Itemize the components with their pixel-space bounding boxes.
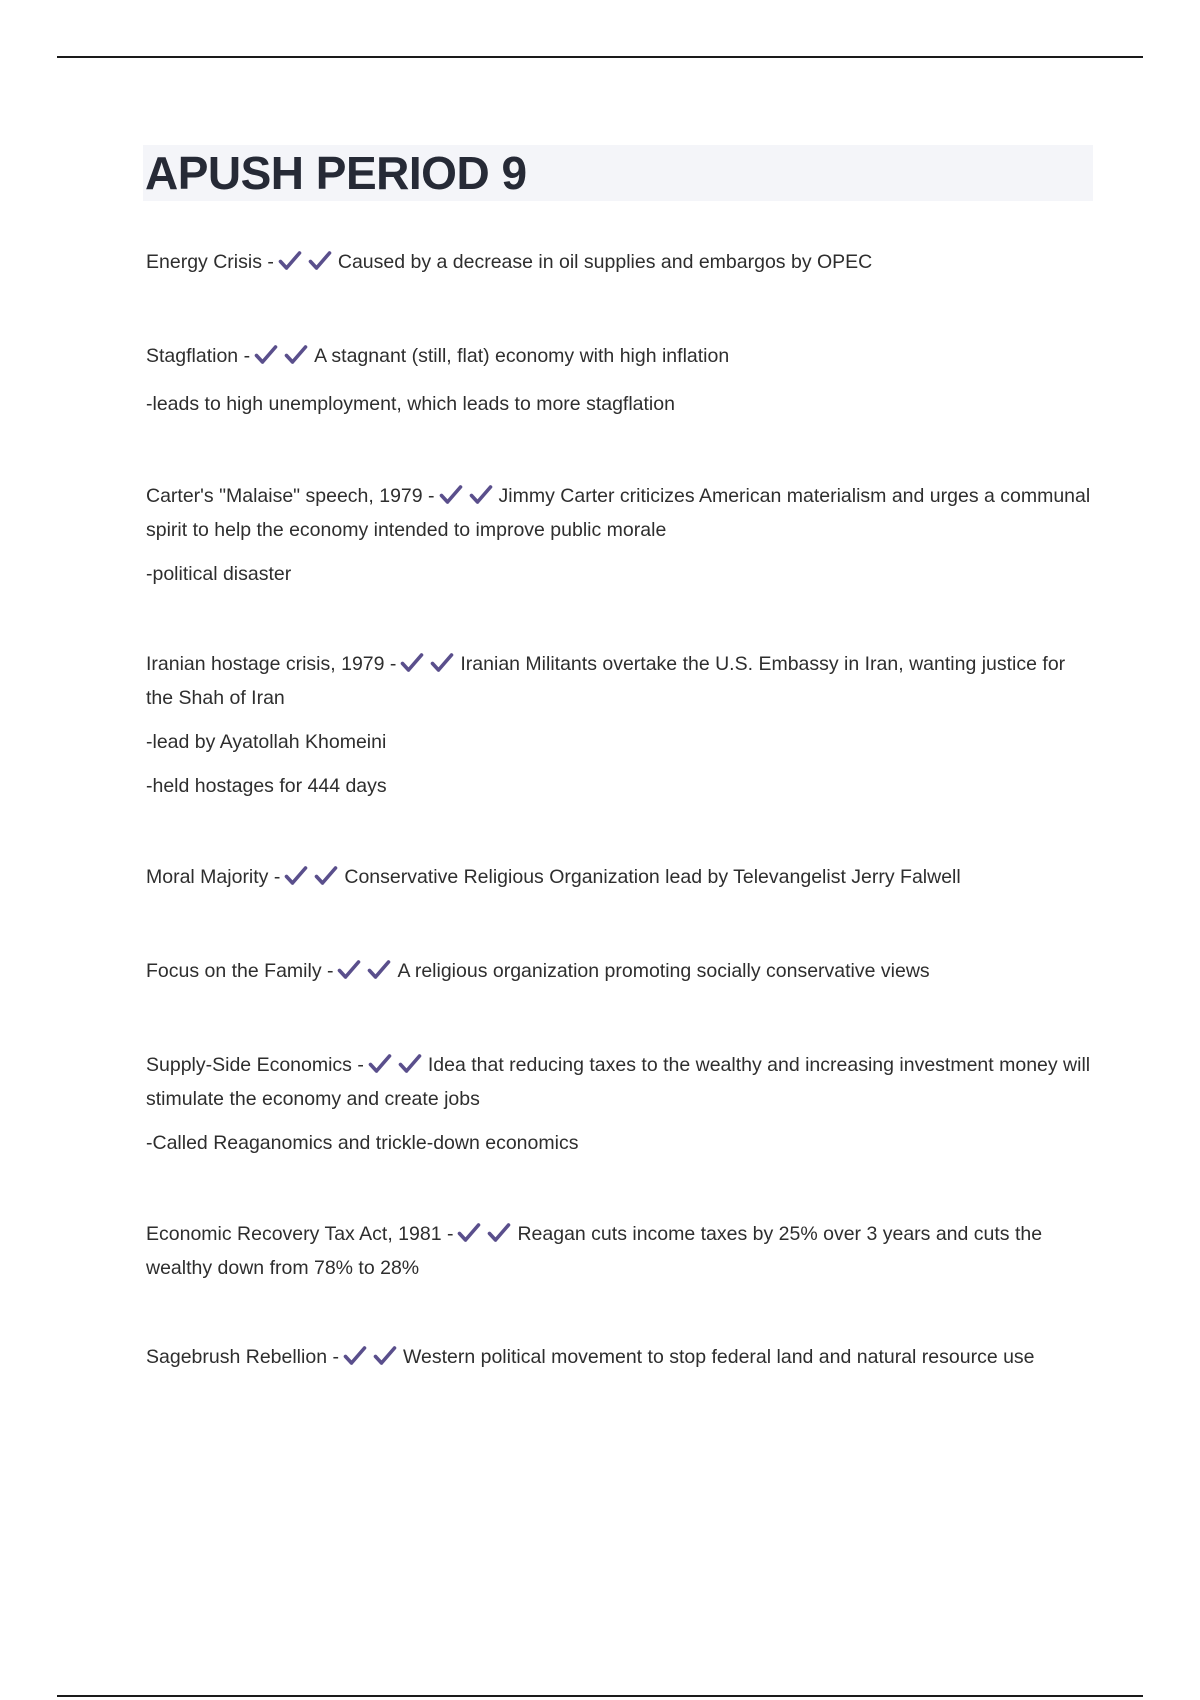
entry-term: Economic Recovery Tax Act, 1981 -	[146, 1223, 454, 1245]
top-rule	[57, 56, 1143, 58]
flashcard-entry	[146, 1342, 1096, 1376]
entry-definition: A religious organization promoting socially conservative views	[397, 960, 930, 982]
entry-line	[146, 1219, 1096, 1283]
entry-term: Focus on the Family -	[146, 960, 334, 982]
check-icon	[430, 652, 454, 674]
check-icon	[308, 250, 332, 272]
flashcard-entry	[146, 481, 1096, 589]
flashcard-entry	[146, 247, 1096, 281]
entry-definition: Iranian Militants overtake the U.S. Embassy in Iran, wanting justice for the Shah of Iran	[146, 653, 1066, 709]
entry-definition: Western political movement to stop federal land and natural resource use	[402, 1346, 1035, 1368]
check-icon	[457, 1222, 481, 1244]
check-icon	[368, 1053, 392, 1075]
bottom-rule	[57, 1695, 1143, 1697]
double-check-icon	[278, 250, 334, 281]
entry-line	[146, 956, 1096, 990]
double-check-icon	[439, 484, 495, 515]
flashcard-entry	[146, 341, 1096, 419]
entry-note: -lead by Ayatollah Khomeini	[146, 731, 387, 753]
entry-note: -political disaster	[146, 563, 292, 585]
check-icon	[284, 865, 308, 887]
entry-term: Energy Crisis -	[146, 251, 274, 273]
double-check-icon	[400, 652, 456, 683]
check-icon	[469, 484, 493, 506]
entry-line	[146, 1050, 1096, 1114]
double-check-icon	[457, 1222, 513, 1253]
flashcard-entry	[146, 649, 1096, 801]
entry-definition: Reagan cuts income taxes by 25% over 3 years and cuts the wealthy down from 78% to 28%	[146, 1223, 1043, 1279]
check-icon	[367, 959, 391, 981]
entry-line	[146, 481, 1096, 545]
title-banner	[143, 145, 1093, 201]
flashcard-entry	[146, 1219, 1096, 1283]
flashcard-entry	[146, 1050, 1096, 1158]
check-icon	[439, 484, 463, 506]
check-icon	[314, 865, 338, 887]
check-icon	[254, 344, 278, 366]
check-icon	[337, 959, 361, 981]
flashcard-entry	[146, 862, 1096, 896]
entry-note: -held hostages for 444 days	[146, 775, 387, 797]
double-check-icon	[254, 344, 310, 375]
entry-term: Supply-Side Economics -	[146, 1054, 364, 1076]
entry-term: Sagebrush Rebellion -	[146, 1346, 339, 1368]
check-icon	[278, 250, 302, 272]
entry-term: Carter's "Malaise" speech, 1979 -	[146, 485, 435, 507]
check-icon	[373, 1345, 397, 1367]
entry-line	[146, 247, 1096, 281]
entry-line	[146, 341, 1096, 375]
double-check-icon	[343, 1345, 399, 1376]
entry-definition: Conservative Religious Organization lead by Televangelist Jerry Falwell	[344, 866, 961, 888]
entry-definition: Jimmy Carter criticizes American materialism and urges a communal spirit to help the economy intended to improve public morale	[146, 485, 1091, 541]
entry-note: -leads to high unemployment, which leads to more stagflation	[146, 393, 675, 415]
entry-definition: Caused by a decrease in oil supplies and embargos by OPEC	[337, 251, 873, 273]
double-check-icon	[337, 959, 393, 990]
flashcard-entry	[146, 956, 1096, 990]
page-title: APUSH PERIOD 9	[145, 147, 527, 199]
entry-definition: A stagnant (still, flat) economy with high inflation	[314, 345, 730, 367]
entry-line	[146, 862, 1096, 896]
entry-definition: Idea that reducing taxes to the wealthy and increasing investment money will stimulate the economy and create jobs	[146, 1054, 1091, 1110]
entry-line	[146, 1342, 1096, 1376]
entry-line	[146, 649, 1096, 713]
entry-term: Stagflation -	[146, 345, 251, 367]
entry-term: Iranian hostage crisis, 1979 -	[146, 653, 397, 675]
check-icon	[284, 344, 308, 366]
double-check-icon	[284, 865, 340, 896]
entry-term: Moral Majority -	[146, 866, 281, 888]
check-icon	[343, 1345, 367, 1367]
check-icon	[400, 652, 424, 674]
entry-note: -Called Reaganomics and trickle-down economics	[146, 1132, 579, 1154]
double-check-icon	[368, 1053, 424, 1084]
check-icon	[487, 1222, 511, 1244]
check-icon	[398, 1053, 422, 1075]
